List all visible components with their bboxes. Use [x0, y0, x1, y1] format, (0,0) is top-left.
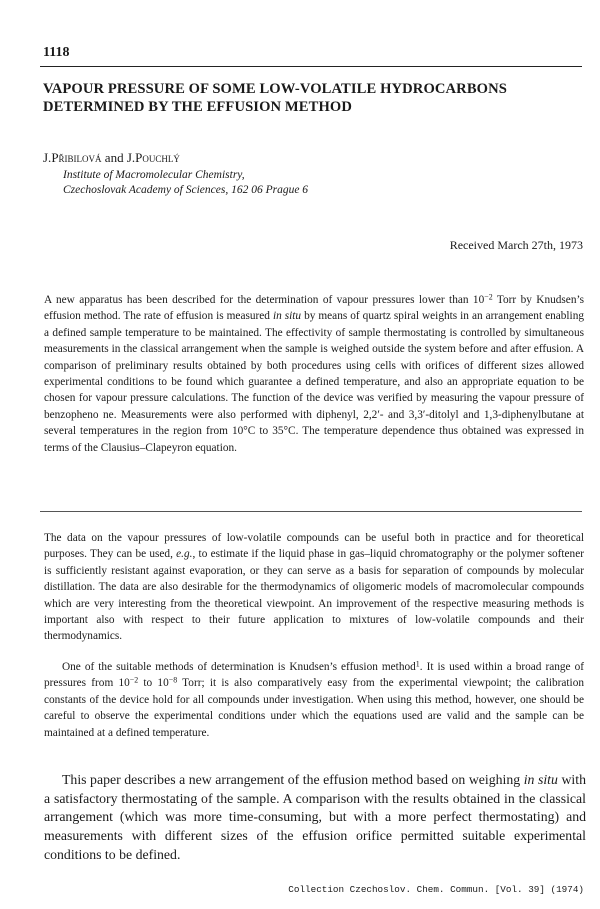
- body-paragraph-1: [44, 530, 584, 645]
- abstract-exponent: −2: [484, 292, 493, 302]
- abstract-in-situ: in situ: [272, 310, 302, 323]
- author2-surname: Pouchlý: [135, 150, 180, 165]
- p1-text-a: The data on the vapour pressures of low-volatile compounds can be useful both in practice and for theoretical purposes. They can be used,: [44, 532, 584, 561]
- p2-text-a: One of the suitable methods of determination is Knudsen’s effusion method: [62, 661, 416, 673]
- article-title: VAPOUR PRESSURE OF SOME LOW-VOLATILE HYDROCARBONS DETERMINED BY THE EFFUSION METHOD: [43, 81, 507, 115]
- author-join: and: [101, 150, 127, 165]
- abstract: [44, 292, 584, 456]
- header-rule: [40, 66, 582, 67]
- author2-initial: J.: [126, 150, 136, 165]
- page-number: 1118: [43, 45, 70, 60]
- p2-text-d: Torr; it is also comparatively easy from the experimental viewpoint; the calibration constants of the device hold for all compounds under investigation. When using this method, however, one should be careful to observe the experimental conditions under which the equations used are valid and the sample can be maintained at a defined temperature.: [44, 677, 584, 739]
- p3-in-situ: in situ: [523, 772, 558, 787]
- body-paragraph-3: [44, 771, 586, 865]
- affiliation-line-2: Czechoslovak Academy of Sciences, 162 06 Prague 6: [63, 184, 309, 196]
- author1-surname: Přibilová: [51, 150, 102, 165]
- body-paragraph-2: [44, 659, 584, 741]
- abstract-text-3: by means of quartz spiral weights in an arrangement enabling a defined sample temperature to be maintained. The effectivity of sample thermostating is controlled by simultaneous measurements in the classical arrangement when the sample is weighed outside the system before and after effusion. A comparison of preliminary results obtained by both procedures using cells with orifices of different sizes allowed experimental conditions to be found which guarantee a defined temperature, and also an appropriate equation to be chosen for vapour pressure calculations. The function of the device was verified by measuring the vapour pressure of benzopheno ne. Measurements were also performed with diphenyl, 2,2′- and 3,3′-ditolyl and 1,3-diphenylbutane at several temperatures in the region from 10°C to 35°C. The temperature dependence thus obtained was expressed in terms of the Clausius–Clapeyron equation.: [44, 310, 584, 454]
- p2-text-c: to 10: [138, 677, 169, 690]
- p3-text-b: with a satisfactory thermostating of the sample. A comparison with the results obtained in the classical arrangement (which was more time-consuming, but with a more perfect thermostating) and measurements with different sizes of the effusion orifice permitted suitable experimental conditions to be defined.: [44, 772, 586, 862]
- p2-exponent-2: −8: [168, 675, 178, 685]
- p1-eg: e.g.: [176, 548, 193, 561]
- journal-citation: Collection Czechoslov. Chem. Commun. [Vol. 39] (1974): [288, 884, 584, 895]
- reference-marker: 1: [415, 659, 420, 669]
- affiliation-line-1: Institute of Macromolecular Chemistry,: [63, 169, 245, 181]
- affiliation: [63, 168, 308, 198]
- p3-text-a: This paper describes a new arrangement of the effusion method based on weighing: [62, 772, 524, 787]
- p2-exponent-1: −2: [129, 675, 139, 685]
- p2-text-b: . It is used within a broad range of pressures from 10: [44, 661, 584, 690]
- author1-initial: J.: [43, 150, 52, 165]
- abstract-rule: [40, 511, 582, 512]
- abstract-text-2: Torr by Knudsen’s effusion method. The rate of effusion is measured: [44, 294, 584, 323]
- abstract-text-1: A new apparatus has been described for the determination of vapour pressures lower than 10: [44, 294, 485, 306]
- received-date: Received March 27th, 1973: [449, 238, 583, 252]
- p1-text-b: , to estimate if the liquid phase in gas–liquid chromatography or the polymer softener is sufficiently resistant against evaporation, or they can serve as a basis for separation of compounds by molecular distillation. The data are also desirable for the thermodynamics of oligomeric models of macromolecular compounds which are very interesting from the theoretical viewpoint. An improvement of the respective measuring methods is important also with respect to their future application to mixtures of low-volatile compounds and their thermodynamics.: [44, 548, 584, 643]
- authors: [43, 150, 180, 166]
